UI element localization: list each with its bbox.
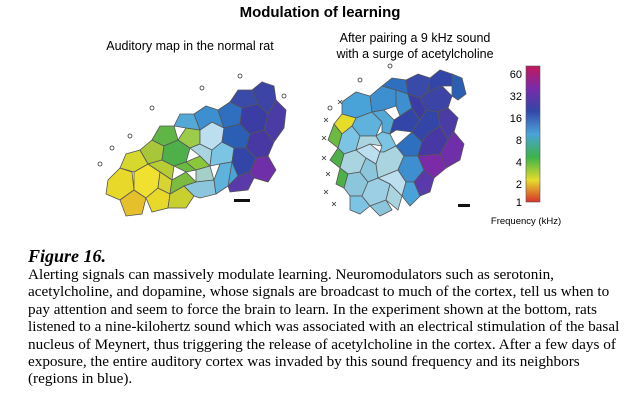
colorbar-tick-label: 60 xyxy=(509,69,522,81)
map-marker xyxy=(328,106,332,110)
right-panel-title-line2: with a surge of acetylcholine xyxy=(336,47,494,61)
map-marker xyxy=(150,106,154,110)
colorbar-tick-label: 8 xyxy=(515,135,522,147)
colorbar-gradient xyxy=(526,66,540,202)
frequency-colorbar xyxy=(470,60,580,230)
colorbar-unit-label: Frequency (kHz) xyxy=(490,216,562,227)
map-marker xyxy=(388,64,392,68)
map-marker xyxy=(128,134,132,138)
normal-auditory-map xyxy=(90,60,290,220)
map-cell xyxy=(370,86,396,112)
right-panel-title-line1: After pairing a 9 kHz sound xyxy=(339,31,491,45)
caption-text: Alerting signals can massively modulate learning. Neuromodulators such as serotonin, acetylcholine, and dopamine, whose signals are broadcast to much of the cortex, tell us when to pay attention and seem to force the brain to learn. In the experiment shown at the bottom, rats listened to a nine-kilohertz sound which was associated with an electrical stimulation of the basal nucleus of Meynert, thus triggering the release of acetylcholine in the cortex. After a few days of exposure, the entire auditory cortex was invaded by this sound frequency and its neighbors (regions in blue). xyxy=(28,266,620,388)
colorbar-tick-label: 4 xyxy=(515,157,522,169)
left-panel-title: Auditory map in the normal rat xyxy=(106,39,274,53)
scale-bar xyxy=(234,199,250,202)
map-marker xyxy=(282,94,286,98)
caption-label: Figure 16. xyxy=(28,246,107,266)
scale-bar xyxy=(458,204,470,207)
map-marker xyxy=(98,162,102,166)
paired-auditory-map xyxy=(320,60,470,220)
figure-title: Modulation of learning xyxy=(239,4,401,21)
colorbar-tick-label: 2 xyxy=(515,179,522,191)
map-cell xyxy=(452,74,466,100)
colorbar-tick-label: 32 xyxy=(509,91,522,103)
colorbar-tick-label: 16 xyxy=(509,113,522,125)
right-panel-title xyxy=(315,30,515,62)
map-marker xyxy=(358,78,362,82)
map-marker xyxy=(200,86,204,90)
colorbar-tick-label: 1 xyxy=(515,197,522,209)
map-marker xyxy=(110,146,114,150)
map-marker xyxy=(238,74,242,78)
